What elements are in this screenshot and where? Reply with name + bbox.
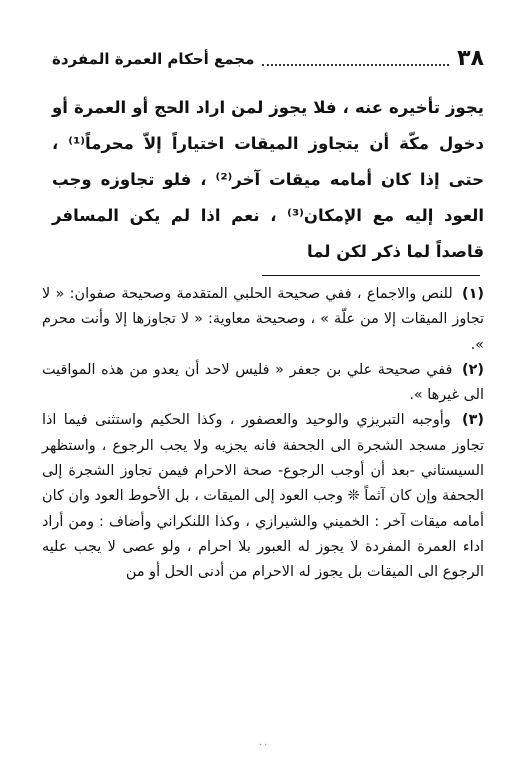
footnote-text: وأوجبه التبريزي والوحيد والعصفور ، وكذا الحكيم واستثنى فيما اذا تجاوز مسجد الشجرة الى الجحفة فانه يجزيه ولا يجب الرجوع ، واستظهر السيستاني -بعد أن أوجب الرجوع- صحة الاحرام فيمن تجاوز الشجرة إلى الجحفة وإن كان آثماً ❊ وجب العود إلى الميقات ، بل الأحوط العود وان كان أمامه ميقات آخر : الخميني والشيرازي ، وكذا اللنكراني وأضاف : ومن أراد اداء العمرة المفردة لا يجوز له العبور بلا احرام ، ولو عصى لا يجب عليه الرجوع الى الميقات بل يجوز له الاحرام من أدنى الحل أو من <box>42 412 484 581</box>
page-header <box>52 44 484 74</box>
footnote-number: (١) <box>462 286 484 302</box>
header-dotted-leader <box>262 52 449 66</box>
footnote-2 <box>42 358 484 409</box>
footnote-text: للنص والاجماع ، ففي صحيحة الحلبي المتقدمة وصحيحة صفوان: « لا تجاوز الميقات إلا من علّة » ، وصحيحة معاوية: « لا تجاوزها إلا وأنت محرم ». <box>42 286 484 353</box>
footnote-1 <box>42 282 484 358</box>
page-number: ٣٨ <box>457 46 484 71</box>
footnotes <box>42 282 484 586</box>
page-bottom-mark: ٠٠ <box>257 739 269 750</box>
footnote-3 <box>42 408 484 585</box>
main-paragraph: يجوز تأخيره عنه ، فلا يجوز لمن اراد الحج أو العمرة أو دخول مكّة أن يتجاوز الميقات اختياراً إلاّ محرماً⁽¹⁾ ، حتى إذا كان أمامه ميقات آخر⁽²⁾ ، فلو تجاوزه وجب العود إليه مع الإمكان⁽³⁾ ، نعم اذا لم يكن المسافر قاصداً لما ذكر لكن لما <box>52 98 484 261</box>
footnote-number: (٣) <box>462 412 484 429</box>
footnote-separator <box>262 275 480 276</box>
footnote-text: ففي صحيحة علي بن جعفر « فليس لاحد أن يعدو من هذه المواقيت الى غيرها ». <box>42 361 484 404</box>
footnote-number: (٢) <box>462 361 484 378</box>
main-text <box>52 90 484 270</box>
running-title: مجمع أحكام العمرة المفردة <box>52 50 255 68</box>
